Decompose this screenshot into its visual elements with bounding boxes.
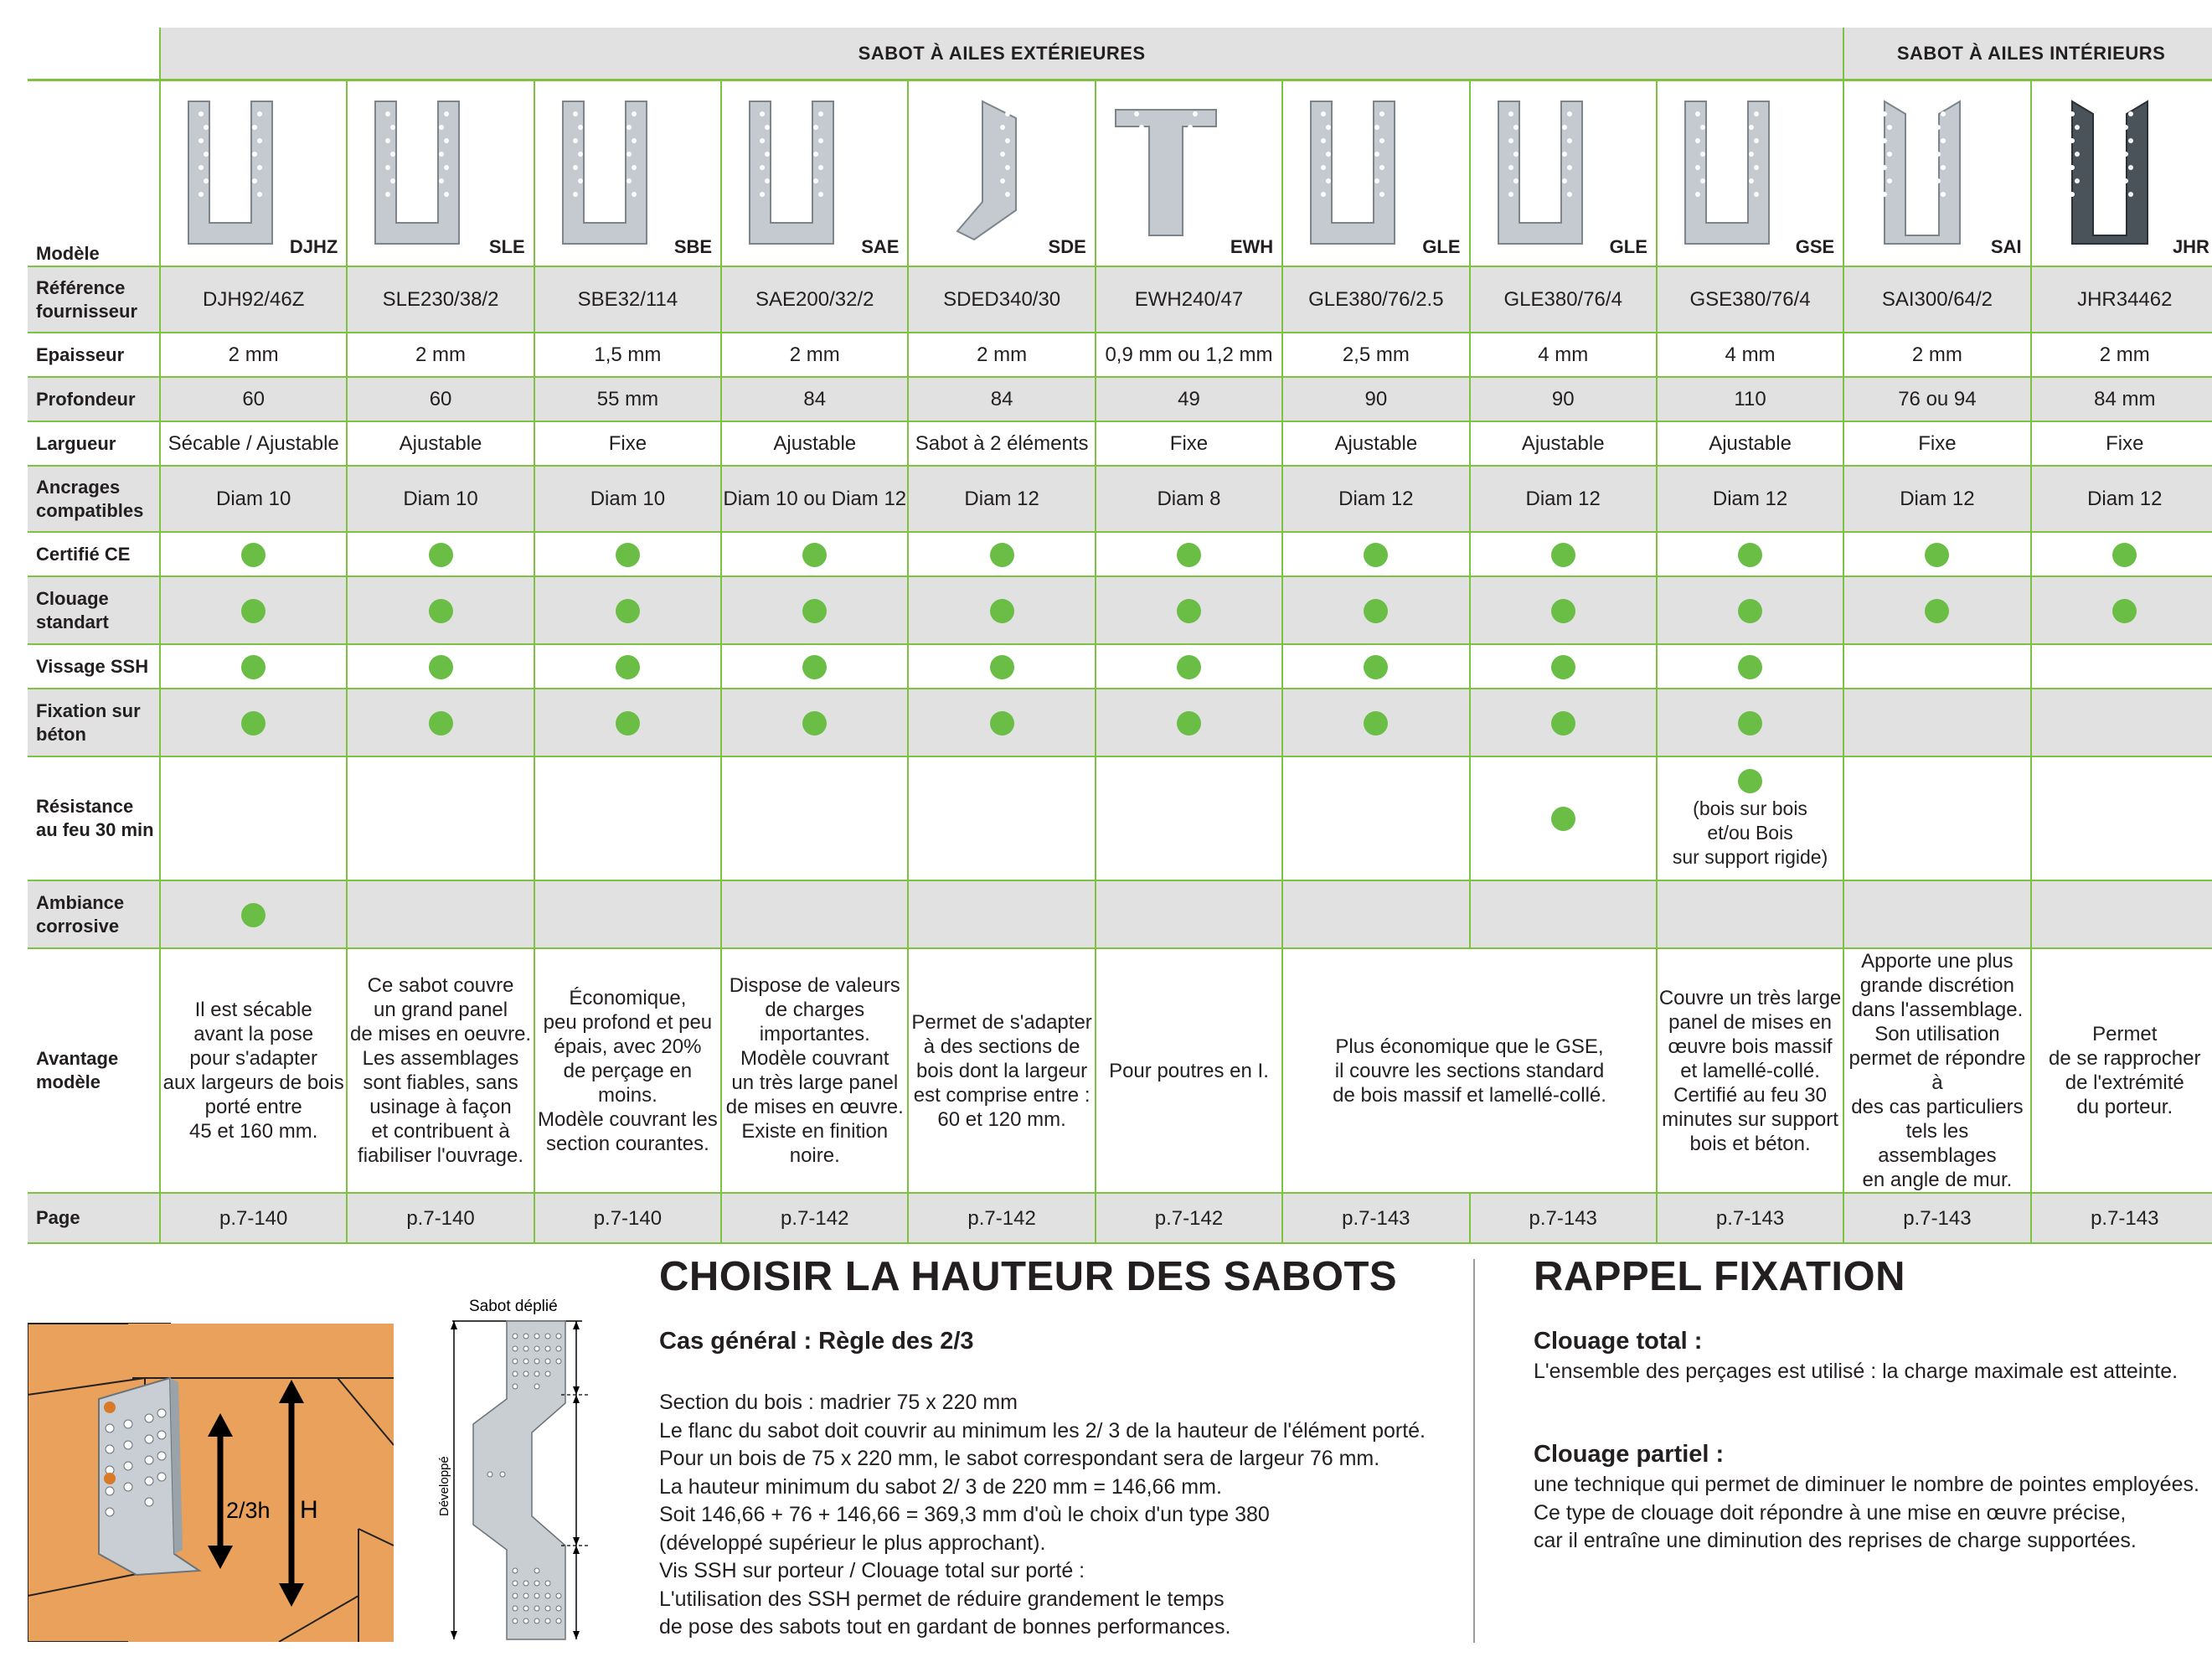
cell-nailing bbox=[1096, 576, 1282, 644]
cell-nailing bbox=[721, 576, 908, 644]
height-text-line: (développé supérieur le plus approchant). bbox=[659, 1530, 1046, 1555]
check-dot-icon bbox=[1177, 711, 1201, 736]
check-dot-icon bbox=[241, 903, 266, 927]
check-dot-icon bbox=[1364, 655, 1388, 679]
cell-width: Ajustable bbox=[721, 421, 908, 466]
cell-fire bbox=[1282, 756, 1469, 880]
cell-concrete bbox=[534, 689, 721, 756]
cell-anchors: Diam 12 bbox=[908, 466, 1095, 532]
cell-fire bbox=[347, 756, 534, 880]
unfolded-hanger-diagram bbox=[436, 1294, 595, 1650]
cell-depth: 90 bbox=[1282, 377, 1469, 421]
cell-concrete bbox=[347, 689, 534, 756]
cell-ce bbox=[1096, 532, 1282, 576]
check-dot-icon bbox=[2112, 599, 2137, 623]
height-text-line: Soit 146,66 + 76 + 146,66 = 369,3 mm d'où le choix d'un type 380 bbox=[659, 1503, 1270, 1526]
cell-ssh bbox=[160, 644, 347, 689]
product-photo-icon bbox=[1859, 93, 1968, 252]
height-text-line: La hauteur minimum du sabot 2/ 3 de 220 mm = 146,66 mm. bbox=[659, 1474, 1222, 1499]
cell-width: Ajustable bbox=[1470, 421, 1657, 466]
cell-width: Fixe bbox=[1096, 421, 1282, 466]
check-dot-icon bbox=[1738, 543, 1762, 567]
product-photo-icon bbox=[176, 93, 285, 252]
cell-page: p.7-140 bbox=[534, 1193, 721, 1243]
check-dot-icon bbox=[1925, 543, 1949, 567]
cell-ce bbox=[1282, 532, 1469, 576]
check-dot-icon bbox=[616, 599, 640, 623]
cell-fire bbox=[1096, 756, 1282, 880]
cell-ssh bbox=[347, 644, 534, 689]
partial-nailing-line: une technique qui permet de diminuer le nombre de pointes employées. bbox=[1534, 1473, 2199, 1496]
model-code: SAI bbox=[1990, 236, 2022, 257]
height-label: H bbox=[300, 1496, 318, 1524]
cell-fire bbox=[908, 756, 1095, 880]
cell-depth: 55 mm bbox=[534, 377, 721, 421]
cell-depth: 110 bbox=[1657, 377, 1843, 421]
cell-thickness: 2 mm bbox=[1843, 333, 2030, 377]
cell-concrete bbox=[160, 689, 347, 756]
row-corrosive bbox=[28, 880, 2212, 948]
row-reference bbox=[28, 266, 2212, 333]
row-ce bbox=[28, 532, 2212, 576]
check-dot-icon bbox=[429, 599, 453, 623]
check-dot-icon bbox=[1738, 655, 1762, 679]
cell-corrosive bbox=[1282, 880, 1469, 948]
cell-reference: SBE32/114 bbox=[534, 266, 721, 333]
height-text-line: L'utilisation des SSH permet de réduire grandement le temps bbox=[659, 1587, 1225, 1611]
cell-corrosive bbox=[1657, 880, 1843, 948]
cell-anchors: Diam 12 bbox=[2031, 466, 2212, 532]
cell-model bbox=[160, 80, 347, 267]
cell-ce bbox=[2031, 532, 2212, 576]
cell-corrosive bbox=[1843, 880, 2030, 948]
cell-reference: EWH240/47 bbox=[1096, 266, 1282, 333]
cell-advantage: Ce sabot couvre un grand panel de mises en oeuvre. Les assemblages sont fiables, sans usinage à façon et contribuent à fiabiliser l'ouvrage. bbox=[347, 948, 534, 1193]
cell-fire bbox=[2031, 756, 2212, 880]
model-code: SLE bbox=[488, 236, 525, 257]
cell-thickness: 1,5 mm bbox=[534, 333, 721, 377]
cell-ce bbox=[1657, 532, 1843, 576]
cell-ssh bbox=[2031, 644, 2212, 689]
check-dot-icon bbox=[990, 655, 1014, 679]
cell-reference: DJH92/46Z bbox=[160, 266, 347, 333]
cell-concrete bbox=[2031, 689, 2212, 756]
height-text-line: Section du bois : madrier 75 x 220 mm bbox=[659, 1391, 1018, 1414]
cell-depth: 90 bbox=[1470, 377, 1657, 421]
cell-concrete bbox=[1843, 689, 2030, 756]
check-dot-icon bbox=[990, 711, 1014, 736]
total-nailing-title: Clouage total : bbox=[1534, 1328, 1703, 1355]
cell-advantage: Économique, peu profond et peu épais, avec 20% de perçage en moins. Modèle couvrant les section courantes. bbox=[534, 948, 721, 1193]
cell-page: p.7-142 bbox=[908, 1193, 1095, 1243]
cell-concrete bbox=[721, 689, 908, 756]
check-dot-icon bbox=[1177, 543, 1201, 567]
cell-anchors: Diam 12 bbox=[1282, 466, 1469, 532]
cell-ssh bbox=[1282, 644, 1469, 689]
check-dot-icon bbox=[241, 599, 266, 623]
cell-advantage: Apporte une plus grande discrétion dans l'assemblage. Son utilisation permet de répondre à des cas particuliers tels les assemblages en angle de mur. bbox=[1843, 948, 2030, 1193]
cell-ce bbox=[1843, 532, 2030, 576]
cell-model bbox=[1657, 80, 1843, 267]
cell-nailing bbox=[347, 576, 534, 644]
cell-reference: SLE230/38/2 bbox=[347, 266, 534, 333]
fixing-title: RAPPEL FIXATION bbox=[1534, 1254, 1906, 1299]
check-dot-icon bbox=[616, 655, 640, 679]
cell-reference: SAI300/64/2 bbox=[1843, 266, 2030, 333]
cell-page: p.7-143 bbox=[1470, 1193, 1657, 1243]
partial-nailing-line: Ce type de clouage doit répondre à une mise en œuvre précise, bbox=[1534, 1500, 2127, 1525]
cell-reference: JHR34462 bbox=[2031, 266, 2212, 333]
cell-advantage: Permet de se rapprocher de l'extrémité du porteur. bbox=[2031, 948, 2212, 1193]
joist-hanger-diagram bbox=[28, 1319, 394, 1642]
cell-reference: GSE380/76/4 bbox=[1657, 266, 1843, 333]
cell-page: p.7-142 bbox=[721, 1193, 908, 1243]
cell-corrosive bbox=[347, 880, 534, 948]
check-dot-icon bbox=[616, 543, 640, 567]
cell-corrosive bbox=[1470, 880, 1657, 948]
check-dot-icon bbox=[1551, 599, 1575, 623]
check-dot-icon bbox=[1738, 599, 1762, 623]
cell-ce bbox=[1470, 532, 1657, 576]
cell-fire bbox=[721, 756, 908, 880]
cell-thickness: 2 mm bbox=[721, 333, 908, 377]
height-title: CHOISIR LA HAUTEUR DES SABOTS bbox=[659, 1254, 1398, 1299]
cell-advantage: Il est sécable avant la pose pour s'adapter aux largeurs de bois porté entre 45 et 160 mm. bbox=[160, 948, 347, 1193]
cell-ce bbox=[534, 532, 721, 576]
product-photo-icon bbox=[1486, 93, 1595, 252]
cell-reference: SDED340/30 bbox=[908, 266, 1095, 333]
cell-corrosive bbox=[534, 880, 721, 948]
product-photo-icon bbox=[2047, 93, 2156, 252]
row-label-page: Page bbox=[28, 1193, 160, 1243]
cell-page: p.7-140 bbox=[160, 1193, 347, 1243]
cell-model bbox=[2031, 80, 2212, 267]
cell-width: Ajustable bbox=[1657, 421, 1843, 466]
table-corner bbox=[28, 28, 160, 80]
cell-ssh bbox=[1470, 644, 1657, 689]
check-dot-icon bbox=[1177, 655, 1201, 679]
row-label-anchors: Ancrages compatibles bbox=[28, 466, 160, 532]
cell-thickness: 2,5 mm bbox=[1282, 333, 1469, 377]
model-code: SBE bbox=[673, 236, 713, 257]
check-dot-icon bbox=[1364, 599, 1388, 623]
cell-page: p.7-142 bbox=[1096, 1193, 1282, 1243]
row-label-concrete: Fixation sur béton bbox=[28, 689, 160, 756]
check-dot-icon bbox=[1364, 543, 1388, 567]
cell-corrosive bbox=[721, 880, 908, 948]
comparison-table bbox=[28, 28, 2212, 1244]
model-code: JHR bbox=[2172, 236, 2209, 257]
cell-ssh bbox=[534, 644, 721, 689]
row-nailing bbox=[28, 576, 2212, 644]
cell-page: p.7-143 bbox=[2031, 1193, 2212, 1243]
cell-advantage: Permet de s'adapter à des sections de bois dont la largeur est comprise entre : 60 et 120 mm. bbox=[908, 948, 1095, 1193]
cell-depth: 84 bbox=[908, 377, 1095, 421]
cell-fire bbox=[1657, 756, 1843, 880]
product-photo-icon bbox=[363, 93, 472, 252]
row-fire bbox=[28, 756, 2212, 880]
check-dot-icon bbox=[241, 543, 266, 567]
cell-advantage: Pour poutres en I. bbox=[1096, 948, 1282, 1193]
height-text-line: Vis SSH sur porteur / Clouage total sur porté : bbox=[659, 1559, 1085, 1582]
cell-page: p.7-140 bbox=[347, 1193, 534, 1243]
check-dot-icon bbox=[429, 543, 453, 567]
check-dot-icon bbox=[1551, 807, 1575, 831]
check-dot-icon bbox=[1551, 543, 1575, 567]
cell-corrosive bbox=[160, 880, 347, 948]
cell-thickness: 4 mm bbox=[1470, 333, 1657, 377]
cell-anchors: Diam 10 ou Diam 12 bbox=[721, 466, 908, 532]
cell-page: p.7-143 bbox=[1843, 1193, 2030, 1243]
row-label-corrosive: Ambiance corrosive bbox=[28, 880, 160, 948]
cell-thickness: 2 mm bbox=[347, 333, 534, 377]
row-label-nailing: Clouage standart bbox=[28, 576, 160, 644]
row-thickness bbox=[28, 333, 2212, 377]
row-concrete bbox=[28, 689, 2212, 756]
check-dot-icon bbox=[2112, 543, 2137, 567]
cell-fire bbox=[1843, 756, 2030, 880]
row-label-ssh: Vissage SSH bbox=[28, 644, 160, 689]
check-dot-icon bbox=[241, 711, 266, 736]
row-width bbox=[28, 421, 2212, 466]
cell-anchors: Diam 8 bbox=[1096, 466, 1282, 532]
row-depth bbox=[28, 377, 2212, 421]
cell-reference: GLE380/76/4 bbox=[1470, 266, 1657, 333]
cell-advantage: Plus économique que le GSE, il couvre les sections standard de bois massif et lamellé-collé. bbox=[1282, 948, 1657, 1193]
cell-ce bbox=[908, 532, 1095, 576]
check-dot-icon bbox=[990, 543, 1014, 567]
cell-concrete bbox=[1657, 689, 1843, 756]
check-dot-icon bbox=[802, 543, 827, 567]
height-text-line: Le flanc du sabot doit couvrir au minimum les 2/ 3 de la hauteur de l'élément porté. bbox=[659, 1418, 1426, 1443]
total-nailing-text: L'ensemble des perçages est utilisé : la charge maximale est atteinte. bbox=[1534, 1360, 2178, 1383]
cell-corrosive bbox=[908, 880, 1095, 948]
check-dot-icon bbox=[1925, 599, 1949, 623]
cell-nailing bbox=[908, 576, 1095, 644]
check-dot-icon bbox=[1738, 711, 1762, 736]
cell-thickness: 4 mm bbox=[1657, 333, 1843, 377]
cell-anchors: Diam 10 bbox=[534, 466, 721, 532]
cell-width: Sécable / Ajustable bbox=[160, 421, 347, 466]
developed-label: Développé bbox=[437, 1456, 451, 1516]
cell-anchors: Diam 12 bbox=[1843, 466, 2030, 532]
cell-thickness: 2 mm bbox=[2031, 333, 2212, 377]
cell-advantage: Couvre un très large panel de mises en œuvre bois massif et lamellé-collé. Certifié au feu 30 minutes sur support bois et béton. bbox=[1657, 948, 1843, 1193]
cell-width: Sabot à 2 éléments bbox=[908, 421, 1095, 466]
product-photo-icon bbox=[737, 93, 846, 252]
cell-depth: 76 ou 94 bbox=[1843, 377, 2030, 421]
cell-anchors: Diam 12 bbox=[1657, 466, 1843, 532]
ratio-label: 2/3h bbox=[226, 1498, 271, 1523]
row-label-reference: Référence fournisseur bbox=[28, 266, 160, 333]
row-advantage bbox=[28, 948, 2212, 1193]
cell-ssh bbox=[908, 644, 1095, 689]
check-dot-icon bbox=[802, 655, 827, 679]
row-anchors bbox=[28, 466, 2212, 532]
model-code: SAE bbox=[861, 236, 900, 257]
cell-thickness: 2 mm bbox=[160, 333, 347, 377]
cell-ssh bbox=[1657, 644, 1843, 689]
product-photo-icon bbox=[1111, 93, 1220, 252]
cell-concrete bbox=[1470, 689, 1657, 756]
cell-page: p.7-143 bbox=[1657, 1193, 1843, 1243]
row-label-advantage: Avantage modèle bbox=[28, 948, 160, 1193]
cell-advantage: Dispose de valeurs de charges importantes. Modèle couvrant un très large panel de mises en œuvre. Existe en finition noire. bbox=[721, 948, 908, 1193]
cell-reference: GLE380/76/2.5 bbox=[1282, 266, 1469, 333]
cell-page: p.7-143 bbox=[1282, 1193, 1469, 1243]
cell-reference: SAE200/32/2 bbox=[721, 266, 908, 333]
check-dot-icon bbox=[616, 711, 640, 736]
cell-model bbox=[534, 80, 721, 267]
cell-ssh bbox=[721, 644, 908, 689]
check-dot-icon bbox=[1738, 769, 1762, 793]
cell-model bbox=[347, 80, 534, 267]
cell-concrete bbox=[908, 689, 1095, 756]
cell-thickness: 2 mm bbox=[908, 333, 1095, 377]
product-photo-icon bbox=[1673, 93, 1781, 252]
section-divider bbox=[1473, 1259, 1475, 1643]
check-dot-icon bbox=[990, 599, 1014, 623]
height-text-line: de pose des sabots tout en gardant de bonnes performances. bbox=[659, 1615, 1231, 1639]
cell-nailing bbox=[1657, 576, 1843, 644]
model-code: DJHZ bbox=[289, 236, 338, 257]
cell-fire bbox=[534, 756, 721, 880]
group-header-exterior: SABOT À AILES EXTÉRIEURES bbox=[160, 28, 1843, 80]
cell-nailing bbox=[1843, 576, 2030, 644]
row-label-thickness: Epaisseur bbox=[28, 333, 160, 377]
cell-fire bbox=[160, 756, 347, 880]
cell-depth: 84 bbox=[721, 377, 908, 421]
cell-ce bbox=[721, 532, 908, 576]
height-subtitle: Cas général : Règle des 2/3 bbox=[659, 1328, 974, 1355]
check-dot-icon bbox=[241, 655, 266, 679]
cell-model bbox=[721, 80, 908, 267]
cell-ce bbox=[347, 532, 534, 576]
check-dot-icon bbox=[1551, 655, 1575, 679]
check-dot-icon bbox=[1177, 599, 1201, 623]
check-dot-icon bbox=[802, 599, 827, 623]
cell-width: Ajustable bbox=[1282, 421, 1469, 466]
cell-nailing bbox=[1470, 576, 1657, 644]
cell-nailing bbox=[2031, 576, 2212, 644]
cell-width: Fixe bbox=[2031, 421, 2212, 466]
row-label-fire: Résistance au feu 30 min bbox=[28, 756, 160, 880]
product-photo-icon bbox=[924, 93, 1033, 252]
row-page bbox=[28, 1193, 2212, 1243]
cell-corrosive bbox=[1096, 880, 1282, 948]
model-code: GLE bbox=[1422, 236, 1461, 257]
cell-thickness: 0,9 mm ou 1,2 mm bbox=[1096, 333, 1282, 377]
check-dot-icon bbox=[1551, 711, 1575, 736]
product-photo-icon bbox=[550, 93, 659, 252]
product-photo-icon bbox=[1298, 93, 1407, 252]
cell-ssh bbox=[1843, 644, 2030, 689]
cell-depth: 60 bbox=[160, 377, 347, 421]
cell-anchors: Diam 10 bbox=[347, 466, 534, 532]
cell-depth: 84 mm bbox=[2031, 377, 2212, 421]
cell-width: Ajustable bbox=[347, 421, 534, 466]
cell-width: Fixe bbox=[534, 421, 721, 466]
cell-fire bbox=[1470, 756, 1657, 880]
unfolded-label: Sabot déplié bbox=[469, 1298, 558, 1315]
row-label-depth: Profondeur bbox=[28, 377, 160, 421]
group-header-interior: SABOT À AILES INTÉRIEURS bbox=[1843, 28, 2212, 80]
cell-model bbox=[1843, 80, 2030, 267]
cell-depth: 49 bbox=[1096, 377, 1282, 421]
row-label-model: Modèle bbox=[28, 80, 160, 267]
cell-concrete bbox=[1096, 689, 1282, 756]
cell-anchors: Diam 12 bbox=[1470, 466, 1657, 532]
partial-nailing-title: Clouage partiel : bbox=[1534, 1441, 1725, 1468]
model-code: GLE bbox=[1609, 236, 1647, 257]
cell-depth: 60 bbox=[347, 377, 534, 421]
row-model bbox=[28, 80, 2212, 267]
cell-anchors: Diam 10 bbox=[160, 466, 347, 532]
partial-nailing-line: car il entraîne une diminution des reprises de charge supportées. bbox=[1534, 1529, 2137, 1552]
cell-model bbox=[1282, 80, 1469, 267]
cell-corrosive bbox=[2031, 880, 2212, 948]
cell-concrete bbox=[1282, 689, 1469, 756]
cell-nailing bbox=[534, 576, 721, 644]
model-code: EWH bbox=[1230, 236, 1274, 257]
cell-width: Fixe bbox=[1843, 421, 2030, 466]
cell-model bbox=[1470, 80, 1657, 267]
check-dot-icon bbox=[1364, 711, 1388, 736]
model-code: GSE bbox=[1795, 236, 1835, 257]
cell-ce bbox=[160, 532, 347, 576]
cell-model bbox=[1096, 80, 1282, 267]
model-code: SDE bbox=[1048, 236, 1086, 257]
check-dot-icon bbox=[802, 711, 827, 736]
cell-ssh bbox=[1096, 644, 1282, 689]
cell-nailing bbox=[160, 576, 347, 644]
row-label-width: Largueur bbox=[28, 421, 160, 466]
row-label-ce: Certifié CE bbox=[28, 532, 160, 576]
fire-note: (bois sur bois et/ou Bois sur support rigide) bbox=[1672, 797, 1828, 868]
check-dot-icon bbox=[429, 655, 453, 679]
cell-nailing bbox=[1282, 576, 1469, 644]
cell-model bbox=[908, 80, 1095, 267]
check-dot-icon bbox=[429, 711, 453, 736]
height-text-line: Pour un bois de 75 x 220 mm, le sabot correspondant sera de largeur 76 mm. bbox=[659, 1447, 1380, 1470]
row-ssh bbox=[28, 644, 2212, 689]
